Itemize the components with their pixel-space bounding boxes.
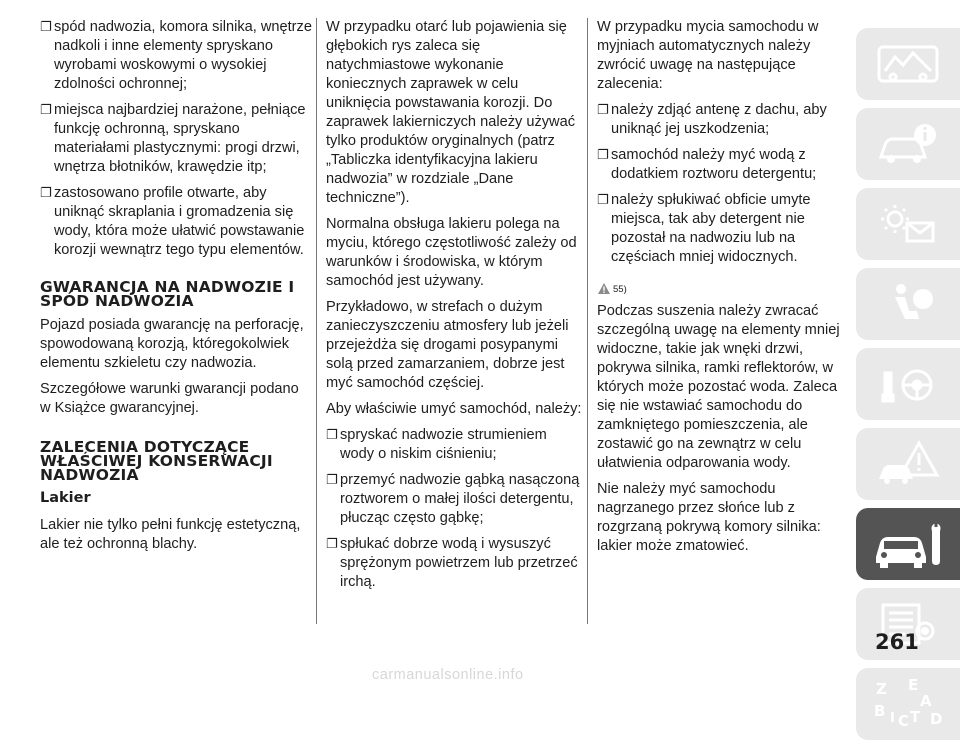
bullet-list-carwash — [597, 101, 840, 267]
subheading-paint: Lakier — [40, 490, 91, 506]
paragraph: Przykładowo, w strefach o dużym zanieczyszczeniu atmosfery lub jeżeli przejeżdża się drogami posypanymi solą przed zamarzaniem, dobrze jest myć samochód częściej. — [326, 299, 569, 391]
heading-recommendations: ZALECENIA DOTYCZĄCE WŁAŚCIWEJ KONSERWACJI NADWOZIA — [40, 438, 273, 484]
paragraph: W przypadku mycia samochodu w myjniach automatycznych należy zwrócić uwagę na następujące zalecenia: — [597, 19, 819, 92]
paragraph: Aby właściwie umyć samochód, należy: — [326, 401, 582, 417]
paragraph: Podczas suszenia należy zwracać szczególną uwagę na elementy mniej widoczne, takie jak wnęki drzwi, pokrywa silnika, ramki reflektorów, w których może pozostać woda. Zaleca się nie wstawiać samochodu do zamkniętego pomieszczenia, ale zostawić go na zewnątrz w celu ułatwienia odparowania wody. — [597, 303, 840, 471]
paragraph: Normalna obsługa lakieru polega na myciu, którego częstotliwość zależy od warunków i środowiska, w którym samochód jest używany. — [326, 216, 577, 289]
index-letter: A — [920, 692, 932, 710]
list-item: ❐ należy spłukiwać obficie umyte miejsca, tak aby detergent nie pozostał na nadwoziu lub na częściach mniej widocznych. — [597, 192, 811, 265]
car-dashboard-icon — [873, 39, 943, 89]
car-warning-triangle-icon — [873, 439, 943, 489]
column-divider — [316, 18, 317, 624]
bullet-box-icon: ❐ — [597, 192, 609, 207]
bullet-box-icon: ❐ — [597, 147, 609, 162]
list-item: ❐ samochód należy myć wodą z dodatkiem roztworu detergentu; — [597, 147, 817, 182]
watermark: carmanualsonline.info — [372, 667, 524, 683]
warning-lights-icon — [873, 199, 943, 249]
paragraph: W przypadku otarć lub pojawienia się głębokich rys zaleca się natychmiastowe wykonanie koniecznych zaprawek w celu uniknięcia powstawania korozji. Do zaprawek lakierniczych należy używać tylko produktów oryginalnych (patrz „Tabliczka identyfikacyjna lakieru nadwozia” w rozdziale „Dane techniczne”). — [326, 19, 576, 206]
list-item: ❐ przemyć nadwozie gąbką nasączoną roztworem o małej ilości detergentu, płucząc często gąbkę; — [326, 472, 580, 526]
bullet-box-icon: ❐ — [326, 472, 338, 487]
bullet-box-icon: ❐ — [40, 19, 52, 34]
bullet-box-icon: ❐ — [597, 102, 609, 117]
tab-dashboard[interactable] — [856, 28, 960, 100]
tab-safety[interactable] — [856, 268, 960, 340]
index-letter: D — [930, 710, 943, 728]
list-item: ❐ spryskać nadwozie strumieniem wody o niskim ciśnieniu; — [326, 427, 547, 462]
paragraph: Szczegółowe warunki gwarancji podano w Książce gwarancyjnej. — [40, 381, 299, 416]
index-letter: B — [874, 702, 886, 720]
bullet-list-washing — [326, 426, 584, 592]
bullet-box-icon: ❐ — [326, 427, 338, 442]
tab-starting-driving[interactable] — [856, 348, 960, 420]
tab-warning-lights[interactable] — [856, 188, 960, 260]
index-letter: T — [910, 708, 921, 726]
bullet-box-icon: ❐ — [326, 536, 338, 551]
car-maintenance-icon — [870, 517, 946, 571]
car-info-icon — [873, 119, 943, 169]
bullet-list-protection — [40, 18, 312, 260]
column-divider — [587, 18, 588, 624]
alphabetical-index-icon — [868, 676, 948, 732]
column-right — [597, 18, 840, 563]
column-middle — [326, 18, 584, 599]
heading-warranty: GWARANCJA NA NADWOZIE I SPÓD NADWOZIA — [40, 278, 295, 310]
airbag-seat-icon — [873, 279, 943, 329]
page-number: 261 — [875, 630, 919, 654]
list-item: ❐ należy zdjąć antenę z dachu, aby uniknąć jej uszkodzenia; — [597, 102, 827, 137]
tab-info[interactable] — [856, 108, 960, 180]
list-item: ❐ miejsca najbardziej narażone, pełniące funkcję ochronną, spryskano materiałami plastycznymi: progi drzwi, wnętrza błotników, krawędzie itp; — [40, 102, 306, 175]
bullet-box-icon: ❐ — [40, 102, 52, 117]
warning-reference[interactable] — [597, 275, 840, 295]
tab-maintenance[interactable] — [856, 508, 960, 580]
index-letter: E — [908, 676, 919, 694]
list-item: ❐ spłukać dobrze wodą i wysuszyć sprężonym powietrzem lub przetrzeć irchą. — [326, 536, 578, 590]
tab-alphabetical-index[interactable] — [856, 668, 960, 740]
emergency-tools-icon — [873, 359, 943, 409]
paragraph: Pojazd posiada gwarancję na perforację, spowodowaną korozją, któregokolwiek elementu szkieletu czy nadwozia. — [40, 317, 304, 371]
list-item: ❐ spód nadwozia, komora silnika, wnętrze nadkoli i inne elementy spryskano wyrobami woskowymi o wysokiej zdolności ochronnej; — [40, 19, 312, 92]
paragraph: Lakier nie tylko pełni funkcję estetyczną, ale też ochronną blachy. — [40, 517, 301, 552]
column-left — [40, 18, 312, 561]
index-letter: Z — [876, 680, 887, 698]
warning-ref-number: 55) — [613, 284, 627, 295]
bullet-box-icon: ❐ — [40, 185, 52, 200]
warning-triangle-icon — [597, 282, 611, 295]
tab-emergency[interactable] — [856, 428, 960, 500]
index-letter: I — [890, 711, 895, 726]
list-item: ❐ zastosowano profile otwarte, aby uniknąć skraplania i gromadzenia się wody, która może ułatwić powstawanie korozji wewnątrz tego typu elementów. — [40, 185, 305, 258]
paragraph: Nie należy myć samochodu nagrzanego przez słońce lub z rozgrzaną pokrywą komory silnika: lakier może zmatowieć. — [597, 481, 821, 554]
index-letter: C — [898, 712, 910, 730]
